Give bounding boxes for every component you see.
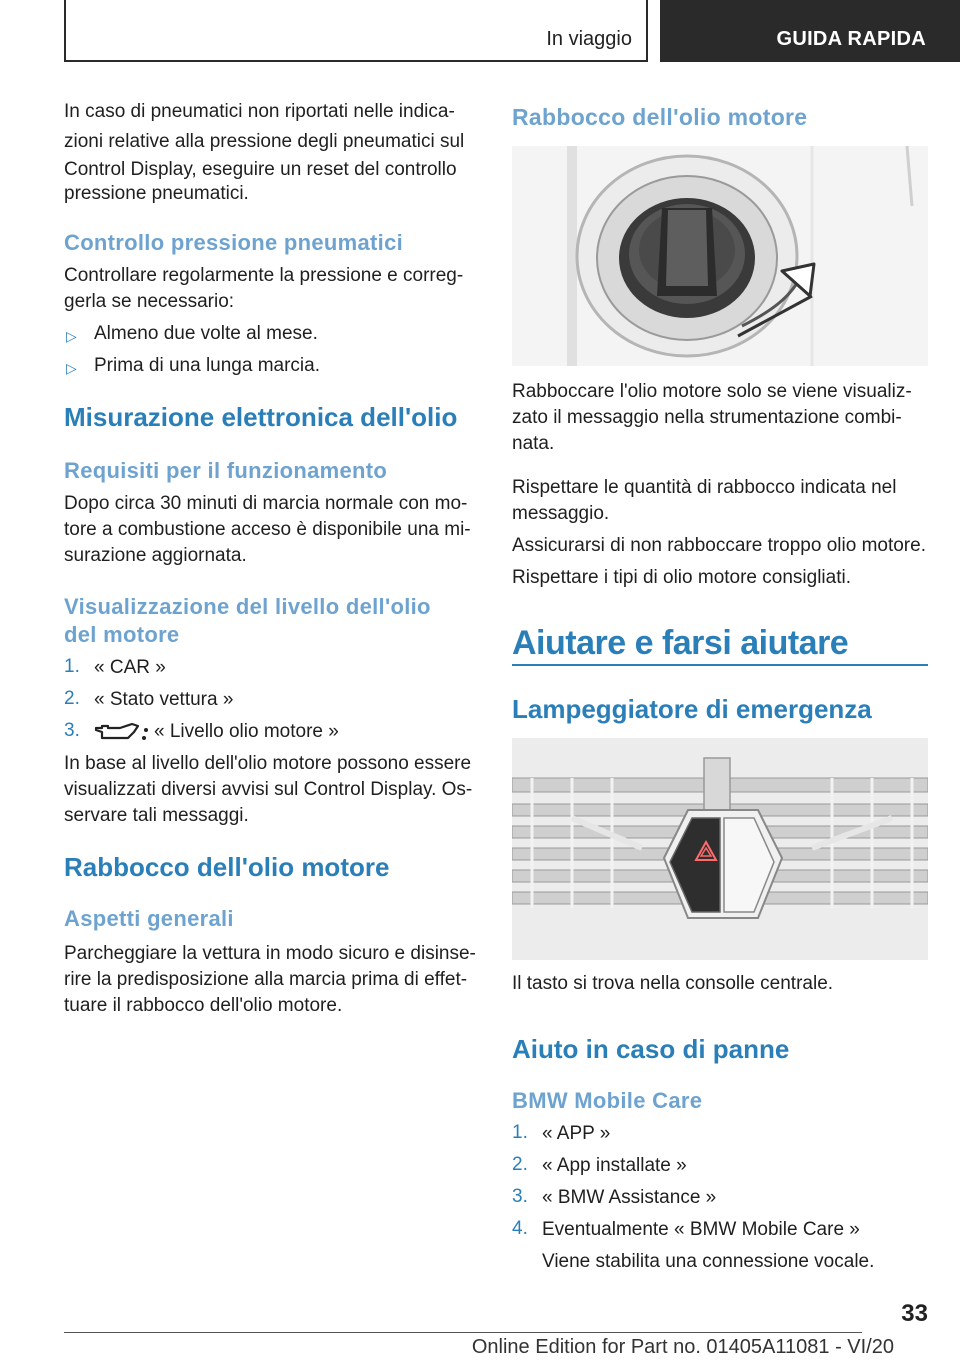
refill-text: nata. xyxy=(512,433,555,454)
tpc-heading: Controllo pressione pneumatici xyxy=(64,230,404,255)
requirements-heading: Requisiti per il funzionamento xyxy=(64,458,388,483)
step-text: « App installate » xyxy=(542,1155,687,1176)
footer-edition: Online Edition for Part no. 01405A11081 - VI/20 xyxy=(471,1336,894,1358)
footer-rule xyxy=(64,1332,862,1333)
header-section-box xyxy=(64,0,648,62)
help-heading: Aiutare e farsi aiutare xyxy=(512,624,849,662)
header-section-label: In viaggio xyxy=(546,28,632,50)
hazard-heading: Lampeggiatore di emergenza xyxy=(512,694,872,724)
step-number: 1. xyxy=(64,656,80,677)
header-tab-label: GUIDA RAPIDA xyxy=(776,28,926,50)
oil-level-text: servare tali messaggi. xyxy=(64,805,249,826)
refill-text: Rispettare le quantità di rabbocco indicata nel xyxy=(512,477,897,498)
tpc-text: Controllare regolarmente la pressione e correg- xyxy=(64,265,464,286)
header-tab xyxy=(660,0,960,62)
step-number: 1. xyxy=(512,1122,528,1143)
refill-heading-right: Rabbocco dell'olio motore xyxy=(512,104,808,130)
intro-line: Control Display, eseguire un reset del controllo xyxy=(64,159,457,180)
step-number: 3. xyxy=(64,720,80,741)
tpc-bullet: Prima di una lunga marcia. xyxy=(94,355,320,376)
oil-can-icon xyxy=(94,720,152,744)
page-number: 33 xyxy=(901,1300,928,1327)
step-number: 2. xyxy=(512,1154,528,1175)
refill-text: Assicurarsi di non rabboccare troppo olio motore. xyxy=(512,535,926,556)
step-number: 2. xyxy=(64,688,80,709)
refill-heading: Rabbocco dell'olio motore xyxy=(64,852,390,882)
step-text: « Livello olio motore » xyxy=(154,721,339,742)
general-heading: Aspetti generali xyxy=(64,906,234,931)
step-number: 3. xyxy=(512,1186,528,1207)
bullet-triangle-icon: ▷ xyxy=(66,328,77,344)
general-text: Parcheggiare la vettura in modo sicuro e disinse- xyxy=(64,943,476,964)
step-text: « APP » xyxy=(542,1123,611,1144)
tpc-bullet: Almeno due volte al mese. xyxy=(94,323,318,344)
refill-text: zato il messaggio nella strumentazione combi- xyxy=(512,407,902,428)
tpc-text: gerla se necessario: xyxy=(64,291,235,312)
bullet-triangle-icon: ▷ xyxy=(66,360,77,376)
mobile-care-heading: BMW Mobile Care xyxy=(512,1088,703,1113)
oil-cap-illustration xyxy=(512,146,928,366)
refill-text: messaggio. xyxy=(512,503,610,524)
mobile-note: Viene stabilita una connessione vocale. xyxy=(542,1251,875,1272)
hazard-text: Il tasto si trova nella consolle centrale. xyxy=(512,973,834,994)
intro-line: pressione pneumatici. xyxy=(64,183,249,204)
refill-text: Rabboccare l'olio motore solo se viene visualiz- xyxy=(512,381,912,402)
hazard-button-illustration xyxy=(512,738,928,960)
step-number: 4. xyxy=(512,1218,528,1239)
general-text: tuare il rabbocco dell'olio motore. xyxy=(64,995,343,1016)
oil-level-text: visualizzati diversi avvisi sul Control Display. Os- xyxy=(64,779,473,800)
breakdown-heading: Aiuto in caso di panne xyxy=(512,1034,790,1064)
intro-line: In caso di pneumatici non riportati nelle indica- xyxy=(64,101,455,122)
step-text: « CAR » xyxy=(94,657,166,678)
step-text: « Stato vettura » xyxy=(94,689,234,710)
step-text: « BMW Assistance » xyxy=(542,1187,717,1208)
heading-rule xyxy=(512,664,928,666)
general-text: rire la predisposizione alla marcia prima di effet- xyxy=(64,969,468,990)
intro-line: zioni relative alla pressione degli pneumatici sul xyxy=(64,131,465,152)
oil-level-text: In base al livello dell'olio motore possono essere xyxy=(64,753,472,774)
oil-measurement-heading: Misurazione elettronica dell'olio xyxy=(64,402,458,432)
oil-level-heading: Visualizzazione del livello dell'olio xyxy=(64,594,431,619)
requirements-text: surazione aggiornata. xyxy=(64,545,247,566)
requirements-text: Dopo circa 30 minuti di marcia normale con mo- xyxy=(64,493,468,514)
oil-level-heading: del motore xyxy=(64,622,180,647)
step-text: Eventualmente « BMW Mobile Care » xyxy=(542,1219,860,1240)
requirements-text: tore a combustione acceso è disponibile una mi- xyxy=(64,519,471,540)
refill-text: Rispettare i tipi di olio motore consigliati. xyxy=(512,567,851,588)
